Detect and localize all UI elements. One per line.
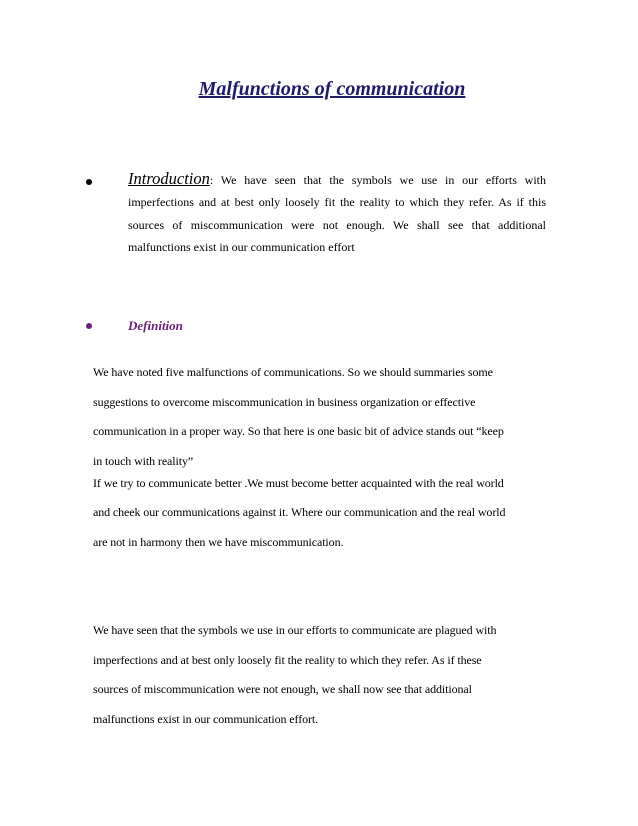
paragraph-line: communication in a proper way. So that here is one basic bit of advice stands out “keep: [93, 424, 504, 439]
definition-heading: Definition: [128, 318, 183, 333]
bullet-dot-icon: [86, 179, 92, 185]
introduction-heading: Introduction: [128, 169, 210, 188]
definition-bullet: [102, 316, 546, 336]
paragraph-line: imperfections and at best only loosely fit the reality to which they refer. As if these: [93, 652, 482, 667]
bullet-dot-icon: [86, 323, 92, 329]
paragraph-line: We have seen that the symbols we use in our efforts to communicate are plagued with: [93, 623, 497, 637]
document-title: Malfunctions of communication: [198, 78, 466, 100]
paragraph-line: We have noted five malfunctions of communications. So we should summaries some: [93, 365, 493, 379]
paragraph-line: suggestions to overcome miscommunication in business organization or effective: [93, 394, 476, 409]
body-paragraph-2: [93, 622, 553, 740]
body-paragraph-1: [93, 364, 553, 564]
introduction-paragraph: [102, 168, 546, 259]
introduction-bullet: [102, 168, 546, 259]
paragraph-line: are not in harmony then we have miscommunication.: [93, 534, 344, 549]
paragraph-line: in touch with reality”: [93, 453, 194, 468]
paragraph-line: and cheek our communications against it. Where our communication and the real world: [93, 505, 506, 520]
introduction-text: We have seen that the symbols we use in our efforts with imperfections and at best only loosely fit the reality to which they refer. As if this sources of miscommunication were not enough. We shall see that additional malfunctions exist in our communication effort: [128, 173, 546, 255]
paragraph-line: sources of miscommunication were not enough, we shall now see that additional: [93, 682, 472, 697]
paragraph-line: malfunctions exist in our communication effort.: [93, 711, 319, 726]
paragraph-line: If we try to communicate better .We must become better acquainted with the real world: [93, 475, 504, 490]
introduction-separator: :: [209, 173, 214, 187]
